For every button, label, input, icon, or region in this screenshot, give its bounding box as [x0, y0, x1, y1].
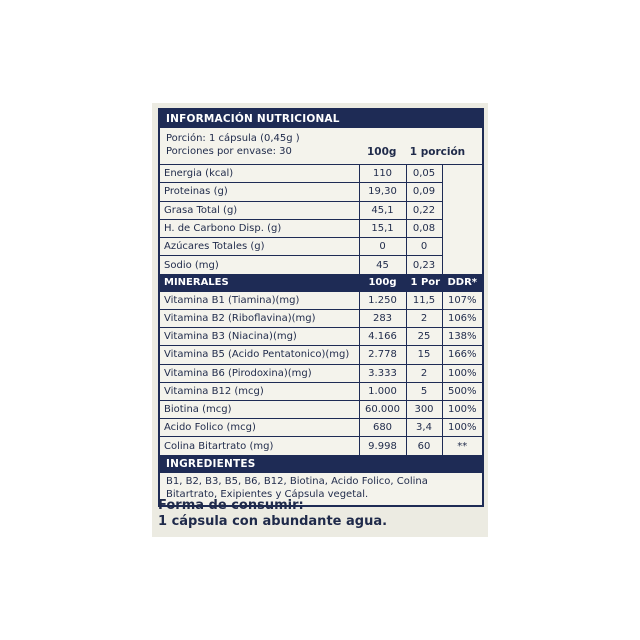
ingredients-title: INGREDIENTES: [160, 455, 482, 473]
mineral-ddr: 100%: [442, 419, 482, 437]
table-row: [160, 437, 482, 455]
mineral-100g: 2.778: [359, 346, 406, 364]
mineral-100g: 1.000: [359, 382, 406, 400]
mineral-name: Vitamina B12 (mcg): [160, 382, 359, 400]
nutrient-100g: 0: [359, 238, 406, 256]
table-row: [160, 219, 482, 237]
mineral-ddr: 138%: [442, 328, 482, 346]
nutrition-label: [158, 108, 484, 507]
mineral-portion: 15: [406, 346, 442, 364]
usage-text: 1 cápsula con abundante agua.: [158, 514, 388, 529]
table-row: [160, 419, 482, 437]
mineral-portion: 60: [406, 437, 442, 455]
mineral-portion: 11,5: [406, 291, 442, 309]
mineral-ddr: 166%: [442, 346, 482, 364]
table-row: [160, 256, 482, 274]
table-row: [160, 238, 482, 256]
minerals-title: MINERALES: [160, 274, 359, 291]
mineral-ddr: 500%: [442, 382, 482, 400]
mineral-ddr: 106%: [442, 309, 482, 327]
mineral-100g: 60.000: [359, 400, 406, 418]
minerals-col-100g: 100g: [359, 274, 406, 291]
nutrient-100g: 19,30: [359, 183, 406, 201]
nutrient-portion: 0,09: [406, 183, 442, 201]
nutrient-name: Sodio (mg): [160, 256, 359, 274]
mineral-ddr: 100%: [442, 400, 482, 418]
servings-per-container: Porciones por envase: 30: [166, 146, 292, 157]
table-row: [160, 400, 482, 418]
nutrient-portion: 0,22: [406, 201, 442, 219]
nutrient-name: Proteinas (g): [160, 183, 359, 201]
mineral-name: Colina Bitartrato (mg): [160, 437, 359, 455]
mineral-100g: 4.166: [359, 328, 406, 346]
usage-title: Forma de consumir:: [158, 498, 304, 513]
ingredients-text: B1, B2, B3, B5, B6, B12, Biotina, Acido Folico, Colina Bitartrato, Exipientes y Cápsula vegetal.: [166, 475, 428, 500]
mineral-ddr: 107%: [442, 291, 482, 309]
mineral-portion: 5: [406, 382, 442, 400]
nutrient-name: Energia (kcal): [160, 165, 359, 183]
nutrient-name: H. de Carbono Disp. (g): [160, 219, 359, 237]
portion-columns: [367, 146, 465, 159]
nutrient-portion: 0,08: [406, 219, 442, 237]
nutrient-name: Grasa Total (g): [160, 201, 359, 219]
table-row: [160, 309, 482, 327]
mineral-name: Vitamina B3 (Niacina)(mg): [160, 328, 359, 346]
mineral-portion: 3,4: [406, 419, 442, 437]
table-row: [160, 382, 482, 400]
nutrient-portion: 0,05: [406, 165, 442, 183]
mineral-100g: 680: [359, 419, 406, 437]
table-row: [160, 165, 482, 183]
table-row: [160, 328, 482, 346]
minerals-header-row: [160, 274, 482, 291]
mineral-100g: 9.998: [359, 437, 406, 455]
nutrient-100g: 45: [359, 256, 406, 274]
mineral-100g: 3.333: [359, 364, 406, 382]
mineral-name: Vitamina B6 (Pirodoxina)(mg): [160, 364, 359, 382]
nutrition-title: INFORMACIÓN NUTRICIONAL: [160, 110, 482, 128]
portion-size: Porción: 1 cápsula (0,45g ): [166, 133, 300, 144]
mineral-name: Acido Folico (mcg): [160, 419, 359, 437]
minerals-col-portion: 1 Por: [406, 274, 442, 291]
mineral-100g: 1.250: [359, 291, 406, 309]
col-100g-header: 100g: [367, 146, 397, 158]
mineral-100g: 283: [359, 309, 406, 327]
usage-instructions: [158, 498, 387, 530]
table-row: [160, 346, 482, 364]
table-row: [160, 201, 482, 219]
table-row: [160, 291, 482, 309]
mineral-name: Biotina (mcg): [160, 400, 359, 418]
minerals-col-ddr: DDR*: [442, 274, 482, 291]
nutrients-table: [160, 164, 482, 455]
nutrient-portion: 0: [406, 238, 442, 256]
mineral-name: Vitamina B2 (Riboflavina)(mg): [160, 309, 359, 327]
mineral-portion: 25: [406, 328, 442, 346]
nutrient-portion: 0,23: [406, 256, 442, 274]
col-portion-header: 1 porción: [409, 146, 466, 158]
table-row: [160, 183, 482, 201]
mineral-portion: 300: [406, 400, 442, 418]
mineral-ddr: **: [442, 437, 482, 455]
mineral-portion: 2: [406, 364, 442, 382]
mineral-name: Vitamina B1 (Tiamina)(mg): [160, 291, 359, 309]
mineral-ddr: 100%: [442, 364, 482, 382]
portion-info: [160, 128, 482, 164]
nutrient-100g: 110: [359, 165, 406, 183]
mineral-name: Vitamina B5 (Acido Pentatonico)(mg): [160, 346, 359, 364]
nutrient-name: Azúcares Totales (g): [160, 238, 359, 256]
nutrient-100g: 15,1: [359, 219, 406, 237]
nutrient-100g: 45,1: [359, 201, 406, 219]
table-row: [160, 364, 482, 382]
mineral-portion: 2: [406, 309, 442, 327]
